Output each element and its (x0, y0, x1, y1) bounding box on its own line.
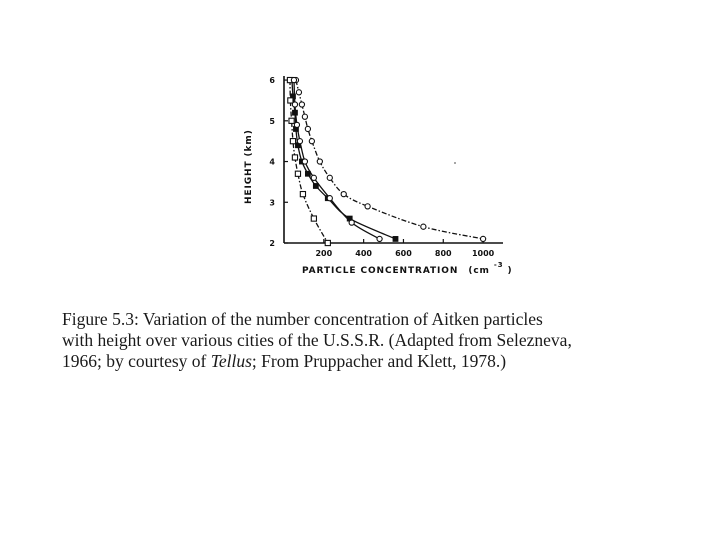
series-3-point (300, 192, 305, 197)
x-tick-label: 200 (315, 249, 333, 258)
series-4-point (311, 175, 316, 180)
series-1-point (327, 175, 332, 180)
series-1-point (317, 159, 322, 164)
caption-line-3-start: 1966; by courtesy of (62, 351, 211, 371)
x-tick-label: 800 (434, 249, 452, 258)
series-3-point (325, 240, 330, 245)
y-tick-label: 3 (269, 198, 275, 208)
series-1-point (299, 102, 304, 107)
series-1-point (296, 90, 301, 95)
series-1-point (421, 224, 426, 229)
x-tick-label: 400 (355, 249, 372, 258)
series-1-line (296, 80, 483, 239)
series-1-point (305, 126, 310, 131)
x-axis-title (302, 260, 513, 276)
caption-line-1: Figure 5.3: Variation of the number concentration of Aitken particles (62, 309, 543, 329)
series-1-point (480, 236, 485, 241)
series-4-point (327, 196, 332, 201)
series-1-point (365, 204, 370, 209)
series-4-point (377, 236, 382, 241)
caption-line-3 (62, 351, 506, 371)
series-1-point (341, 192, 346, 197)
x-axis-unit-close: ) (507, 266, 513, 276)
y-tick-label: 5 (269, 116, 275, 126)
journal-name: Tellus (210, 351, 252, 371)
series-4-point (292, 102, 297, 107)
x-axis-unit: (cm (468, 266, 490, 276)
series-3-point (292, 155, 297, 160)
y-axis-title: HEIGHT (km) (244, 129, 254, 204)
x-axis-title-text: PARTICLE CONCENTRATION (302, 266, 459, 276)
stray-mark (454, 162, 456, 164)
series-4-point (294, 122, 299, 127)
caption-line-3-end: ; From Pruppacher and Klett, 1978.) (251, 351, 507, 371)
series-4-point (291, 77, 296, 82)
y-tick-label: 2 (269, 239, 275, 248)
series-4-point (349, 220, 354, 225)
series-3-point (289, 118, 294, 123)
x-tick-label: 1000 (471, 249, 495, 258)
series-3-point (288, 98, 293, 103)
series-3-point (311, 216, 316, 221)
caption-line-2: with height over various cities of the U.S.S.R. (Adapted from Selezneva, (62, 330, 572, 350)
plot-area (269, 76, 503, 258)
series-2-point (313, 184, 318, 189)
series-2-point (393, 237, 398, 242)
series-3-point (295, 171, 300, 176)
y-tick-label: 6 (269, 76, 275, 86)
series-1-point (309, 139, 314, 144)
series-1-point (302, 114, 307, 119)
x-tick-label: 600 (395, 249, 412, 258)
series-4-point (297, 139, 302, 144)
figure-caption (62, 309, 682, 372)
x-axis-unit-exponent: -3 (493, 261, 504, 269)
y-tick-label: 4 (269, 157, 275, 167)
series-3-point (290, 139, 295, 144)
series-4-point (302, 159, 307, 164)
